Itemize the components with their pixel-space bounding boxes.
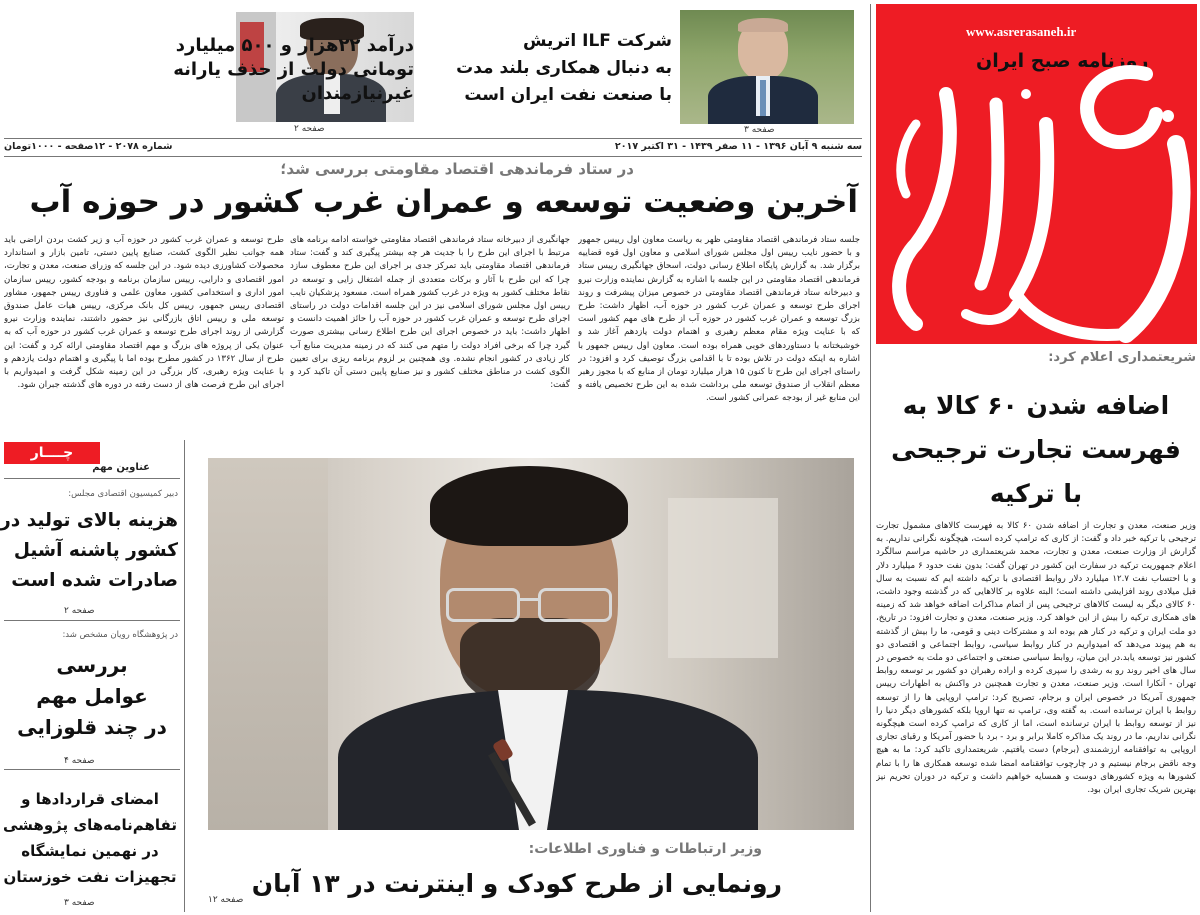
- sidebar-item-headline-line: هزینه بالای تولید در: [0, 510, 178, 531]
- teaser-center-photo: [680, 10, 854, 124]
- sidebar-label: عناوین مهم: [92, 462, 150, 473]
- sidebar-item[interactable]: [4, 622, 180, 772]
- sidebar-item-kicker: در پژوهشگاه رویان مشخص شد:: [62, 630, 178, 640]
- masthead: [876, 4, 1197, 344]
- teaser-center-headline-line: با صنعت نفت ایران است: [464, 85, 672, 105]
- sidebar-item-headline-line: در چند قلوزایی: [17, 715, 167, 739]
- photo-story-page: صفحه ۱۲: [208, 895, 244, 905]
- teaser-center[interactable]: [428, 4, 858, 136]
- masthead-logo: [876, 4, 1197, 344]
- sidebar-divider: [184, 440, 185, 912]
- right-story-headline-line: فهرست تجارت ترجیحی: [891, 435, 1181, 464]
- sidebar-item-headline: [4, 650, 180, 743]
- sidebar-item-headline-line: تفاهم‌نامه‌های پژوهشی: [2, 816, 177, 834]
- dateline-issue: شماره ۲۰۷۸ - ۱۲صفحه - ۱۰۰۰تومان: [4, 141, 173, 152]
- teaser-left-headline-line: درآمد ۲۲هزار و ۵۰۰ میلیارد: [175, 35, 414, 56]
- sidebar-item-headline-line: بررسی: [56, 653, 128, 677]
- teaser-center-headline: [456, 28, 672, 109]
- right-story-kicker: شریعتمداری اعلام کرد:: [1048, 350, 1196, 365]
- sidebar-item-headline-line: عوامل مهم: [36, 684, 148, 708]
- sidebar-item-headline-line: امضای قراردادها و: [21, 790, 159, 808]
- sidebar-item-page: صفحه ۳: [64, 898, 95, 908]
- sidebar-item-headline-line: تجهیزات نفت خوزستان: [3, 868, 177, 886]
- main-story-column-1: جلسه ستاد فرماندهی اقتصاد مقاومتی ظهر به ریاست معاون اول رییس جمهور و با حضور نایب رییس اول مجلس شورای اسلامی و معاون اول قوه قضاییه برگزار شد. به گزارش پایگاه اطلاع رسانی دولت، اسحاق جهانگیری رییس ستاد فرماندهی اقتصاد مقاومتی در این جلسه با اشاره به گزارش نماینده وزارت نیرو و دبیرخانه ستاد فرماندهی اقتصاد مقاومتی در خصوص میزان پیشرفت و روند اجرای طرح توسعه و عمران غرب کشور در حوزه آب، اظهار داشت: طرح بزرگ توسعه و عمران غرب کشور در حوزه آب از طرح های مهم کشور است که با عنایت ویژه مقام معظم رهبری و اهتمام دولت یازدهم آغاز شد و خوشبختانه با دستاوردهای خوبی همراه بوده است. معاون اول رییس جمهور با اشاره به اینکه دولت در تلاش بوده تا با اقدامی بزرگ توصیف کرد و افزود: در راستای اجرای این طرح تا کنون ۱۵ هزار میلیارد تومان از منابع که با مجوز رهبر معظم انقلاب از صندوق توسعه ملی برداشت شده به این طرح تخصیص یافته و این منابع غیر از بودجه عمرانی کشور است.: [578, 235, 860, 404]
- right-story-body: وزیر صنعت، معدن و تجارت از اضافه شدن ۶۰ کالا به فهرست کالاهای مشمول تجارت ترجیحی با ترکیه خبر داد و گفت: از کاری که ترامپ کرده است، هیچگونه نگرانی نداریم. به گزارش از وزارت صنعت، معدن و تجارت، محمد شریعتمداری در حاشیه مراسم سالگرد اعلام جمهوریت ترکیه در سفارت این کشور در تهران گفت: بدون نفت حدود ۶ میلیارد دلار و با احتساب نفت ۱۲.۷ میلیارد دلار روابط اقتصادی با ترکیه داشته ایم که نسبت به سال قبل میلادی روند افزایشی داشته است؛ البته علاوه بر کالاهایی که در گذشته وجود داشت، ۶۰ کالای دیگر به لیست کالاهای ترجیحی پس از اتمام مذاکرات اضافه خواهد شد که زمینه های همکاری ترکیه را بیش از این خواهد کرد. وزیر صنعت، معدن و تجارت افزود: در تاریخ، دو ملت ایران و ترکیه در کنار هم بوده اند و مشترکات دینی و قومی، ما را بیش از گذشته به هم پیوند می‌دهد که امیدواریم در کنار روابط سیاسی، روابط اجتماعی و اقتصادی دو کشور نیز توسعه یابد.در این میان، روابط سیاسی صنعتی و اجتماعی دو ملت به خصوص در سال های اخیر روند رو به رشدی را سپری کرده و اراده رهبران دو کشور بر توسعه روابط تهران - آنکارا است. وزیر صنعت، معدن و تجارت همچنین در واکنش به اظهارات رییس جمهوری آمریکا در خصوص ایران و برجام، تصریح کرد: ترامپ اروپایی ها را از توسعه روابط با ایران ترسانده است. به گفته وی، ترامپ نه تنها اروپا بلکه کشورهای دیگر دنیا را نیز از توسعه روابط با ایران ترسانده است، اما از کاری که ترامپ کرده است هیچگونه نگرانی نداریم، ما در روند یک مذاکره کاملا برابر و برد - برد با حضور آمریکا و رقبای تجاری اروپایی به توافقنامه ارزشمندی (برجام) دست یافتیم. شریعتمداری تاکید کرد: ما به هیچ وجه ناقض برجام نیستیم و در چارچوب توافقنامه امضا شده توسعه همکاری ها را با تمام کشورها به ویژه کشورهای دوست و همسایه خواهیم داشت و ترکیه در دوران تحریم نیز بهترین شریک تجاری ایران بود.: [876, 521, 1196, 796]
- dateline-rule-bottom: [4, 156, 862, 157]
- sidebar-item[interactable]: [4, 774, 180, 912]
- main-story-kicker: در ستاد فرماندهی اقتصاد مقاومتی بررسی شد؛: [280, 160, 634, 178]
- sidebar-item-headline-line: صادرات شده است: [11, 570, 178, 591]
- teaser-left-headline-line: غیرنیازمندان: [301, 83, 414, 104]
- teaser-left-page: صفحه ۲: [294, 124, 325, 134]
- right-column-divider: [870, 4, 871, 912]
- sidebar-label-stamp: چــــار: [4, 442, 100, 464]
- sidebar-item-page: صفحه ۴: [64, 756, 95, 766]
- masthead-tagline: روزنامه صبح ایران: [976, 50, 1149, 72]
- sidebar-item-kicker: دبیر کمیسیون اقتصادی مجلس:: [68, 489, 178, 499]
- dateline-rule-top: [4, 138, 862, 139]
- main-story-headline[interactable]: آخرین وضعیت توسعه و عمران غرب کشور در حوزه آب: [29, 184, 858, 220]
- teaser-left-headline: [173, 34, 414, 106]
- teaser-left-headline-line: تومانی دولت از حذف یارانه: [173, 59, 414, 80]
- right-story-headline[interactable]: [876, 384, 1196, 516]
- sidebar-left: [0, 440, 180, 912]
- sidebar-item[interactable]: [0, 484, 180, 622]
- right-story-headline-line: اضافه شدن ۶۰ کالا به: [902, 391, 1170, 420]
- right-story-headline-line: با ترکیه: [989, 479, 1083, 508]
- main-photo: [208, 458, 854, 830]
- photo-story-kicker: وزیر ارتباطات و فناوری اطلاعات:: [528, 841, 762, 857]
- teaser-left[interactable]: [4, 4, 414, 136]
- sidebar-item-headline-line: کشور پاشنه آشیل: [13, 540, 178, 561]
- dateline-date: سه شنبه ۹ آبان ۱۳۹۶ - ۱۱ صفر ۱۴۳۹ - ۳۱ اکتبر ۲۰۱۷: [614, 141, 862, 152]
- teaser-center-headline-line: شرکت ILF اتریش: [523, 31, 672, 51]
- sidebar-item-headline-line: در نهمین نمایشگاه: [21, 842, 159, 860]
- masthead-url[interactable]: www.asrerasaneh.ir: [966, 24, 1077, 39]
- main-story-column-3: طرح توسعه و عمران غرب کشور در حوزه آب و زیر کشت بردن اراضی باید همه جوانب نظیر الگوی کشت، صنایع پایین دستی، تامین بازار و استاندارد محصولات کشاورزی دیده شود. در این جلسه که وزرای صنعت، معدن و تجارت، امور اقتصادی و دارایی، رییس سازمان برنامه و بودجه کشور، رییس سازمان امور اداری و استخدامی کشور، معاون علمی و فناوری رییس جمهور، مشاور اقتصادی رییس جمهور، رییس کل بانک مرکزی، رییس هیات عامل صندوق توسعه ملی و رییس اتاق بازرگانی نیز حضور داشتند، نماینده وزارت نیرو گزارشی از روند اجرای طرح توسعه و عمران غرب کشور در حوزه آب که به عنوان یکی از پروژه های بزرگ و مهم اقتصاد مقاومتی ارائه کرد و گفت: این طرح از سال ۱۳۶۲ در کشور مطرح بوده اما با پیگیری و اهتمام دولت یازدهم و با عنایت ویژه رهبری، کار بزرگی در این زمینه شکل گرفت و امیدواریم با اجرای این طرح فرصت های از دست رفته در دوره های گذشته جبران شود.: [4, 235, 284, 391]
- photo-story-headline[interactable]: رونمایی از طرح کودک و اینترنت در ۱۳ آبان: [251, 869, 782, 898]
- sidebar-label-row: [4, 440, 180, 484]
- main-story-column-2: جهانگیری از دبیرخانه ستاد فرماندهی اقتصاد مقاومتی خواسته ادامه برنامه های مرتبط با اجرای این طرح را با جدیت هر چه بیشتر پیگیری کند و گفت: ستاد فرماندهی اقتصاد مقاومتی باید تمرکز جدی بر اجرای این طرح معطوف سازد چرا که این طرح با آثار و برکات متعددی از جمله اشتغال زایی و توسعه در نقاط مختلف کشور به ویژه در غرب کشور همراه است. مسعود پزشکیان نایب رییس اول مجلس شورای اسلامی نیز در این جلسه اقدامات دولت در راستای اجرای طرح توسعه و عمران غرب کشور در حوزه آب را حائز اهمیت دانست و اظهار داشت: باید در خصوص اجرای این طرح اطلاع رسانی بیشتری صورت گیرد چرا که برخی افراد دولت را متهم می کنند که در زمینه مدیریت منابع آب کار زیادی در کشور انجام نشده. وی همچنین بر لزوم برنامه ریزی برای تعیین الگوی کشت در مناطق مختلف کشور و نیز صنایع پایین دستی آن تاکید کرد و گفت:: [290, 235, 570, 391]
- teaser-center-headline-line: به دنبال همکاری بلند مدت: [456, 58, 672, 78]
- sidebar-item-headline: [2, 786, 178, 890]
- masthead-logo-text: [1186, 337, 1191, 338]
- sidebar-item-headline: [0, 506, 178, 596]
- teaser-center-page: صفحه ۳: [744, 125, 775, 135]
- sidebar-item-page: صفحه ۲: [64, 606, 95, 616]
